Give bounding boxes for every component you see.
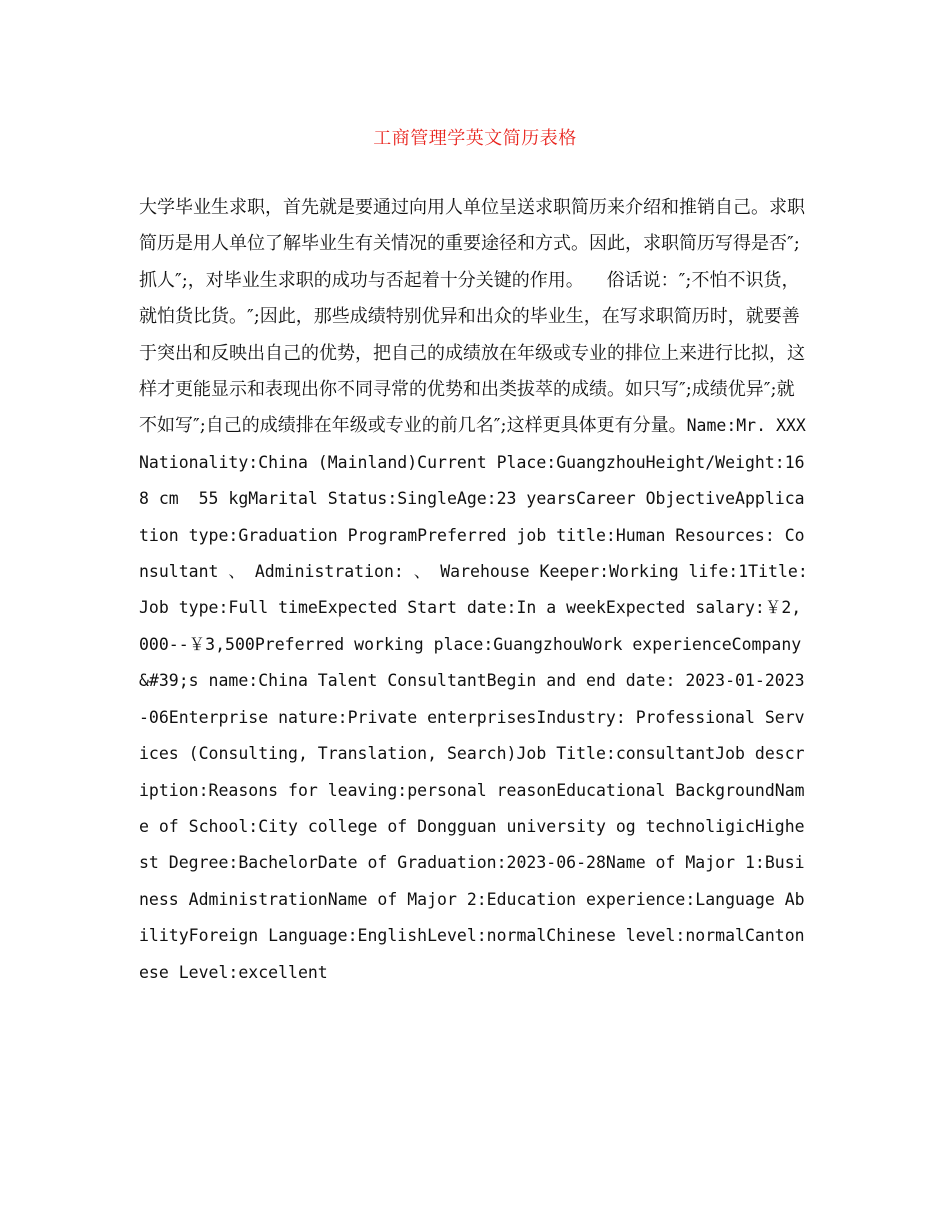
document-title: 工商管理学英文简历表格 [373, 128, 577, 149]
intro-paragraph: 大学毕业生求职，首先就是要通过向用人单位呈送求职简历来介绍和推销自己。求职简历是用人单位了解毕业生有关情况的重要途径和方式。因此，求职简历写得是否″;抓人″;，对毕业生求职的成功与否起着十分关键的作用。 俗话说：″;不怕不识货，就怕货比货。″;因此，那些成绩特别优异和出众的毕业生，在写求职简历时，就要善于突出和反映出自己的优势，把自己的成绩放在年级或专业的排位上来进行比拟，这样才更能显示和表现出你不同寻常的优势和出类拔萃的成绩。如只写″;成绩优异″;就不如写″;自己的成绩排在年级或专业的前几名″;这样更具体更有分量。 [139, 197, 805, 437]
resume-details: Name:Mr. XXXNationality:China (Mainland)Current Place:GuangzhouHeight/Weight:168 cm 55 kgMarital Status:SingleAge:23 yearsCareer ObjectiveApplication type:Graduation ProgramPreferred job title:Human Resources: Consultant 、 Administration: 、 Warehouse Keeper:Working life:1Title:Job type:Full timeExpected Start date:In a weekExpected salary:￥2,000--￥3,500Preferred working place:GuangzhouWork experienceCompany&#39;s name:China Talent ConsultantBegin and end date: 2023-01-2023-06Enterprise nature:Private enterprisesIndustry: Professional Services (Consulting, Translation, Search)Job Title:consultantJob description:Reasons for leaving:personal reasonEducational BackgroundName of School:City college of Dongguan university og technoligicHighest Degree:BachelorDate of Graduation:2023-06-28Name of Major 1:Business AdministrationName of Major 2:Education experience:Language AbilityForeign Language:EnglishLevel:normalChinese level:normalCantonese Level:excellent [139, 416, 808, 982]
document-body [139, 190, 811, 991]
